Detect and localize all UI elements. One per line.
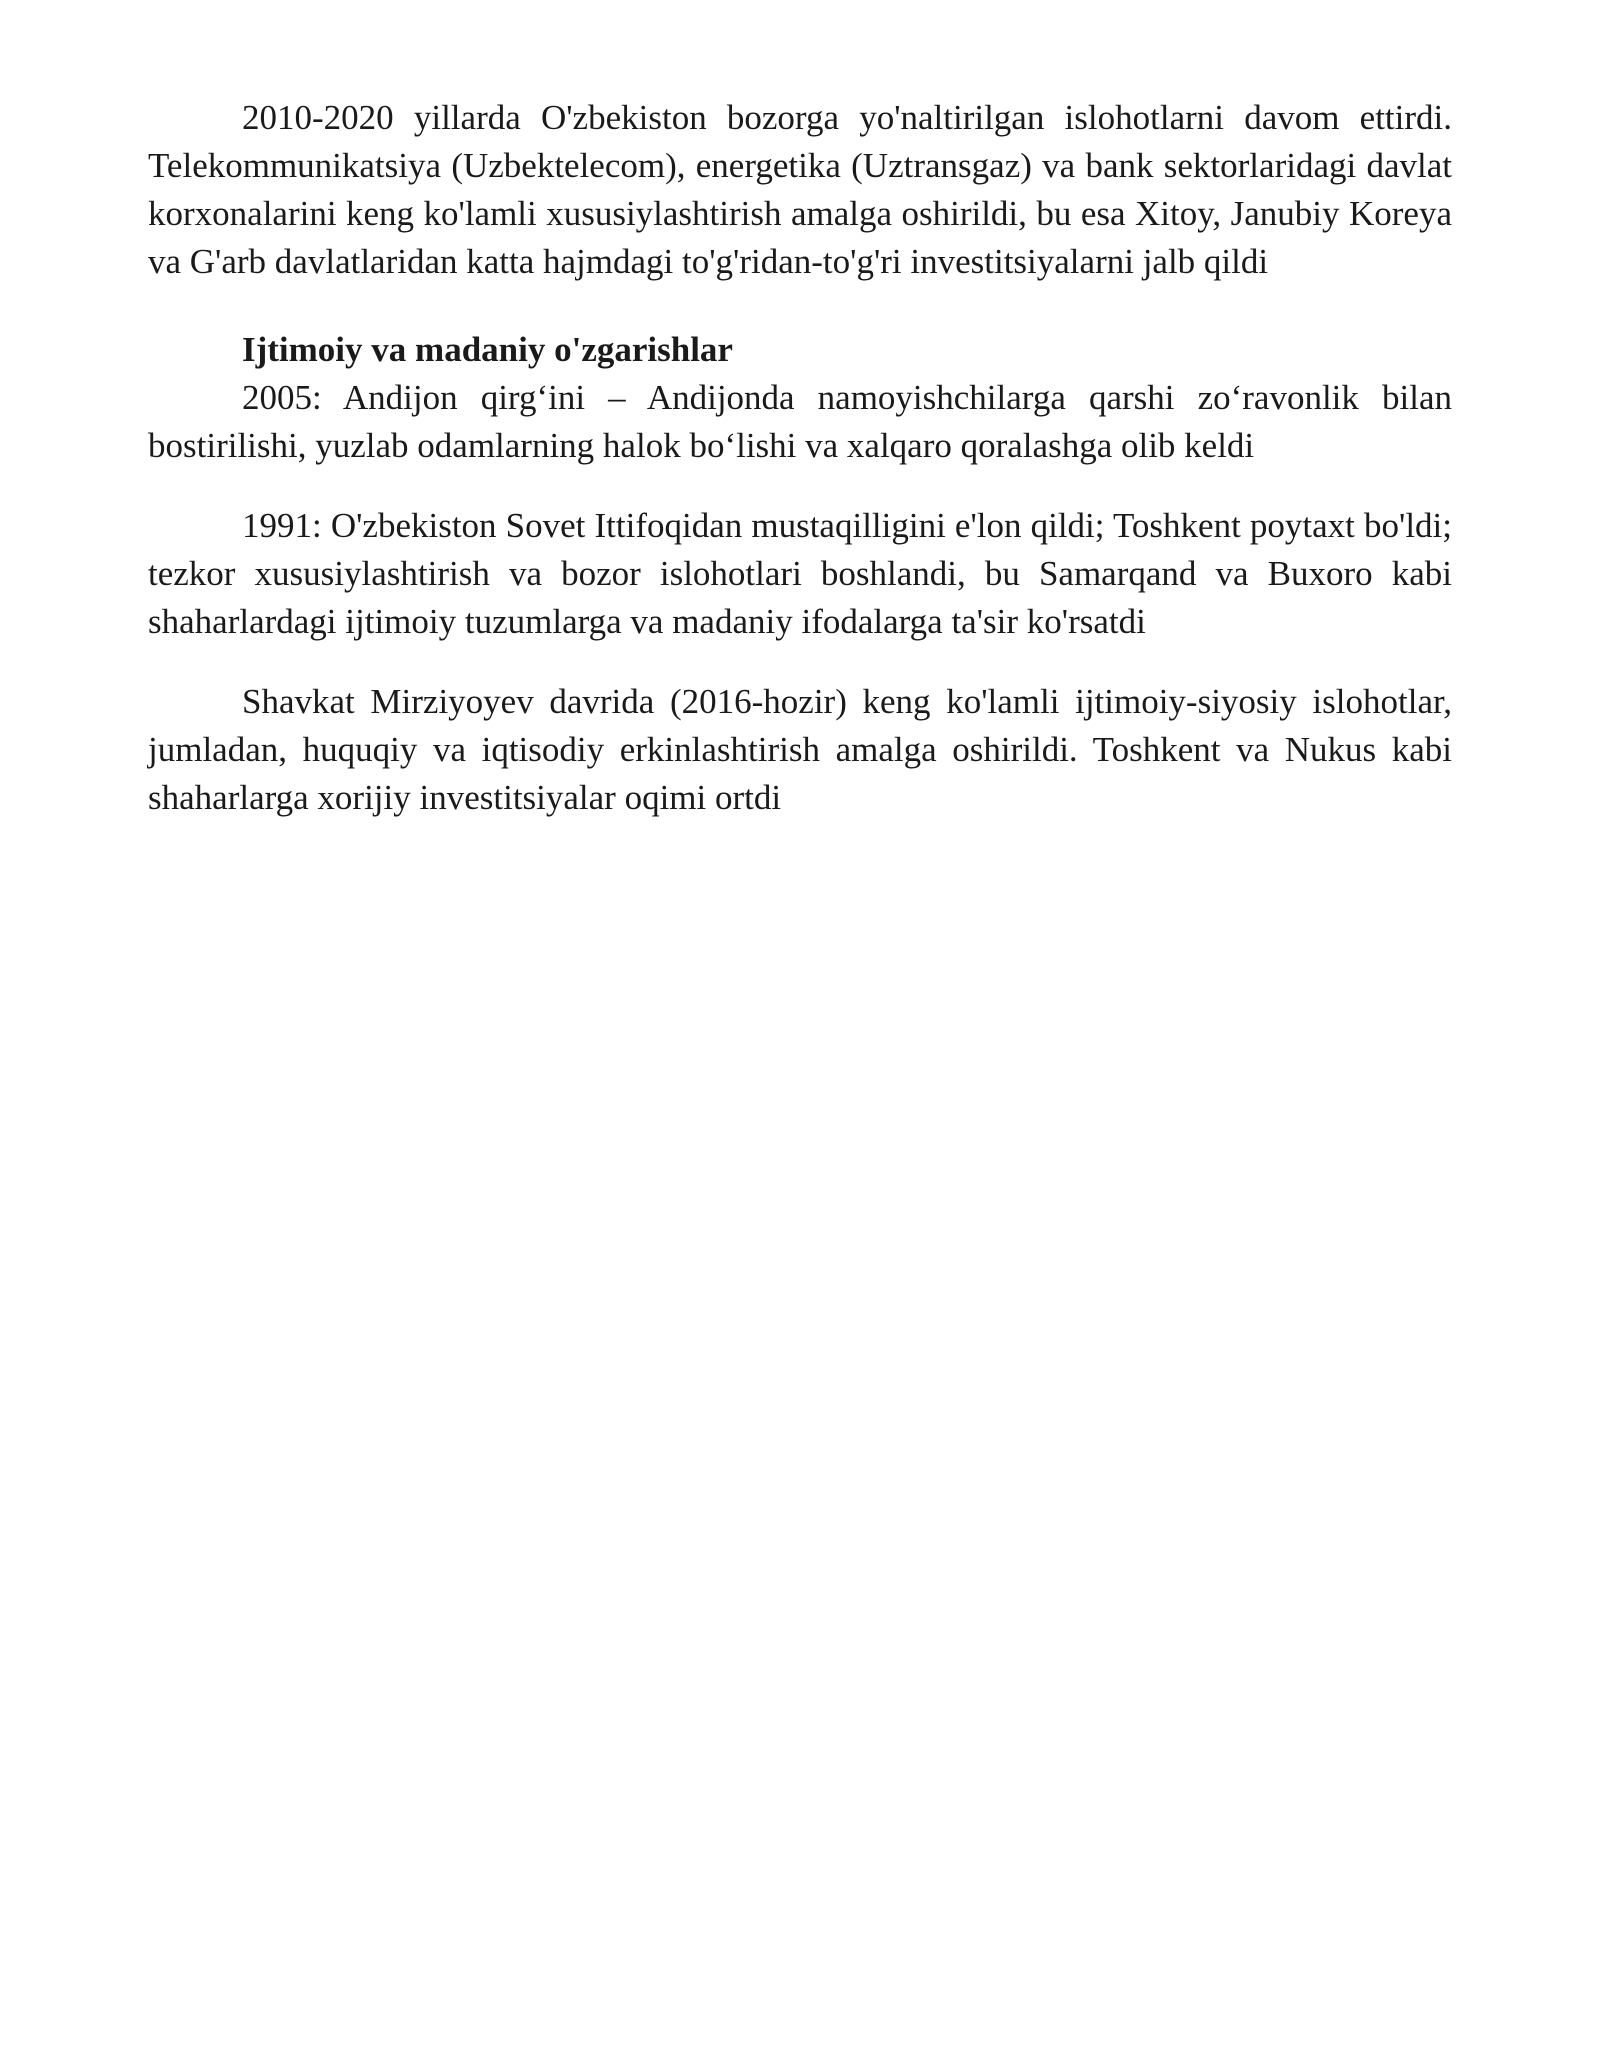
paragraph-andijan: 2005: Andijon qirg‘ini – Andijonda namoyishchilarga qarshi zo‘ravonlik bilan bostirilishi, yuzlab odamlarning halok bo‘lishi va xalqaro qoralashga olib keldi — [148, 378, 1452, 465]
document-body — [148, 94, 1452, 822]
paragraph-spacer — [148, 470, 1452, 502]
paragraph-mirziyoyev: Shavkat Mirziyoyev davrida (2016-hozir) keng ko'lamli ijtimoiy-siyosiy islohotlar, jumladan, huquqiy va iqtisodiy erkinlashtirish amalga oshirildi. Toshkent va Nukus kabi shaharlarga xorijiy investitsiyalar oqimi ortdi — [148, 682, 1452, 817]
section-heading: Ijtimoiy va madaniy o'zgarishlar — [242, 330, 733, 369]
paragraph-spacer — [148, 646, 1452, 678]
paragraph-independence: 1991: O'zbekiston Sovet Ittifoqidan mustaqilligini e'lon qildi; Toshkent poytaxt bo'ldi; tezkor xususiylashtirish va bozor islohotlari boshlandi, bu Samarqand va Buxoro kabi shaharlardagi ijtimoiy tuzumlarga va madaniy ifodalarga ta'sir ko'rsatdi — [148, 506, 1452, 641]
paragraph-spacer — [148, 286, 1452, 326]
paragraph-economic-reforms: 2010-2020 yillarda O'zbekiston bozorga yo'naltirilgan islohotlarni davom ettirdi. Telekommunikatsiya (Uzbektelecom), energetika (Uztransgaz) va bank sektorlaridagi davlat korxonalarini keng ko'lamli xususiylashtirish amalga oshirildi, bu esa Xitoy, Janubiy Koreya va G'arb davlatlaridan katta hajmdagi to'g'ridan-to'g'ri investitsiyalarni jalb qildi — [148, 98, 1452, 281]
